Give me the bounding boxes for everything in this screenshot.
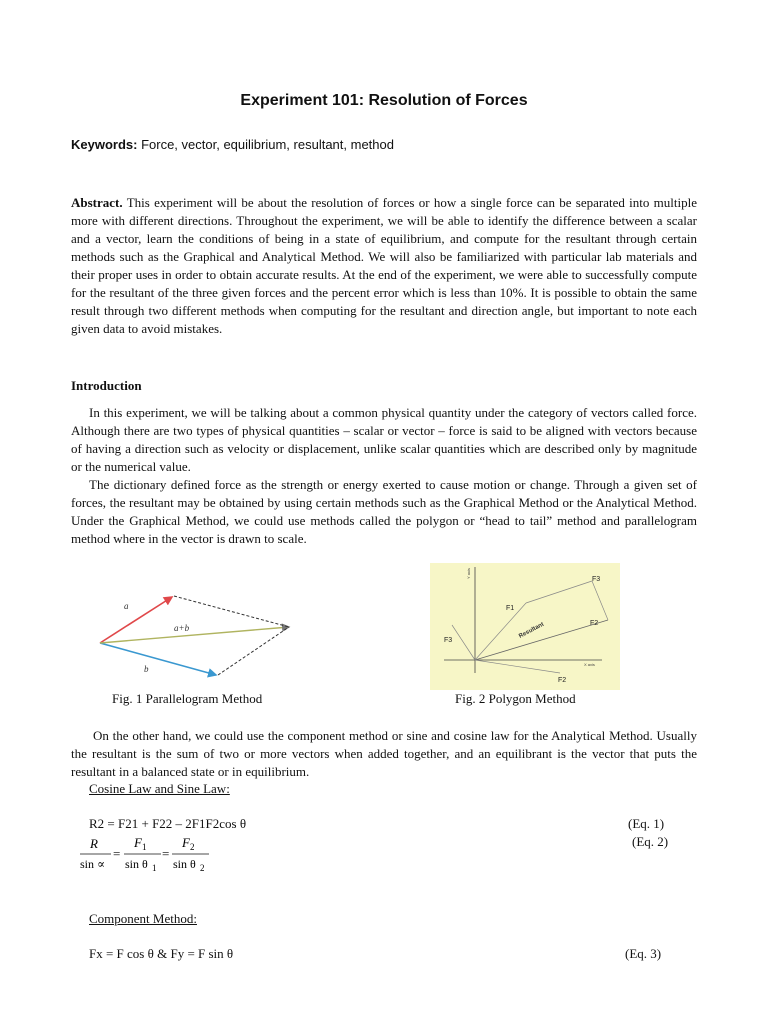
polygon-figure xyxy=(430,563,620,690)
cosine-sine-heading: Cosine Law and Sine Law: xyxy=(89,781,230,796)
eq2-den-sin-theta2: sin θ xyxy=(173,857,196,871)
eq2-num-f2: F xyxy=(182,835,190,850)
introduction-heading: Introduction xyxy=(71,378,142,393)
vector-a-line xyxy=(100,597,172,643)
eq2-equals-1: = xyxy=(113,846,121,861)
f3-top-label: F3 xyxy=(592,576,601,583)
equation-3-tag: (Eq. 3) xyxy=(625,946,662,961)
resultant-label: Resultant xyxy=(518,621,546,640)
f3-left-line xyxy=(452,625,475,660)
eq2-num-r: R xyxy=(90,836,98,851)
figure-1-caption: Fig. 1 Parallelogram Method xyxy=(112,691,263,706)
f2-right-line xyxy=(592,581,608,620)
eq2-den-theta1-sub: 1 xyxy=(152,863,157,873)
eq2-den-sin-theta1: sin θ xyxy=(125,857,148,871)
vector-b-label: b xyxy=(144,664,149,674)
vector-sum-line xyxy=(100,627,289,643)
equation-1-tag: (Eq. 1) xyxy=(628,816,665,831)
dashed-side-bottom xyxy=(218,627,289,675)
introduction-paragraph-1: In this experiment, we will be talking about a common physical quantity under the category of vectors called force. Although there are two types of physical quantities – scalar or vector – force is said to be aligned with vectors because of having a direction such as velocity or displacement, unlike scalar quantities which are described only by magnitude or the numerical value. xyxy=(71,405,697,474)
y-axis-label: Y axis xyxy=(466,568,471,579)
abstract-text: This experiment will be about the resolution of forces or how a single force can be separated into multiple more with different directions. Throughout the experiment, we will be able to identify the difference between a scalar and a vector, learn the conditions of being in a state of equilibrium, and compute for the resultant through certain methods such as the Graphical and Analytical Method. We will also be familiarized with particular lab materials and their proper uses in order to obtain accurate results. At the end of the experiment, we were able to successfully compute for the resultant of the three given forces and the percent error which is less than 10%. It is possible to obtain the same result through two different methods when computing for the resultant and direction angle, but important to note each given data to avoid mistakes. xyxy=(71,195,697,336)
equation-1: R2 = F21 + F22 – 2F1F2cos θ xyxy=(89,816,247,831)
vector-sum-label: a+b xyxy=(174,623,190,633)
f2-right-label: F2 xyxy=(590,620,599,627)
f2-bottom-label: F2 xyxy=(558,677,567,684)
f2-bottom-line xyxy=(475,660,560,673)
abstract-paragraph xyxy=(71,194,697,338)
f1-label: F1 xyxy=(506,605,515,612)
equation-2-tag: (Eq. 2) xyxy=(632,834,669,849)
x-axis-label: X axis xyxy=(584,662,595,667)
abstract-label: Abstract. xyxy=(71,195,123,210)
keywords-label: Keywords: xyxy=(71,137,138,152)
f3-top-line xyxy=(526,581,592,603)
eq2-den-sin-alpha: sin ∝ xyxy=(80,857,106,871)
eq2-num-f2-sub: 2 xyxy=(190,842,195,852)
eq2-den-theta2-sub: 2 xyxy=(200,863,205,873)
keywords-line xyxy=(71,137,394,152)
introduction-paragraph-2: The dictionary defined force as the strength or energy exerted to cause motion or change. Through a given set of forces, the resultant may be obtained by using certain methods such as the Graphical Method or the Analytical Method. Under the Graphical Method, we could use methods called the polygon or “head to tail” method and parallelogram method where in the vector is drawn to scale. xyxy=(71,477,697,546)
eq2-num-f1: F xyxy=(134,835,142,850)
vector-a-label: a xyxy=(124,601,129,611)
f1-line xyxy=(475,603,526,660)
eq2-num-f1-sub: 1 xyxy=(142,842,147,852)
analytical-paragraph: On the other hand, we could use the component method or sine and cosine law for the Analytical Method. Usually the resultant is the sum of two or more vectors when added together, and an equilibrant is the vector that puts the resultant in a balanced state or in equilibrium. xyxy=(71,728,697,779)
f3-left-label: F3 xyxy=(444,637,453,644)
equation-3: Fx = F cos θ & Fy = F sin θ xyxy=(89,946,234,961)
document-title: Experiment 101: Resolution of Forces xyxy=(240,92,528,109)
dashed-side-top xyxy=(174,596,289,627)
parallelogram-figure xyxy=(88,585,298,685)
vector-b-line xyxy=(100,643,216,675)
component-method-heading: Component Method: xyxy=(89,911,197,926)
eq2-equals-2: = xyxy=(162,846,170,861)
figure-2-caption: Fig. 2 Polygon Method xyxy=(455,691,576,706)
keywords-value: Force, vector, equilibrium, resultant, method xyxy=(137,137,394,152)
equation-2 xyxy=(78,833,298,879)
